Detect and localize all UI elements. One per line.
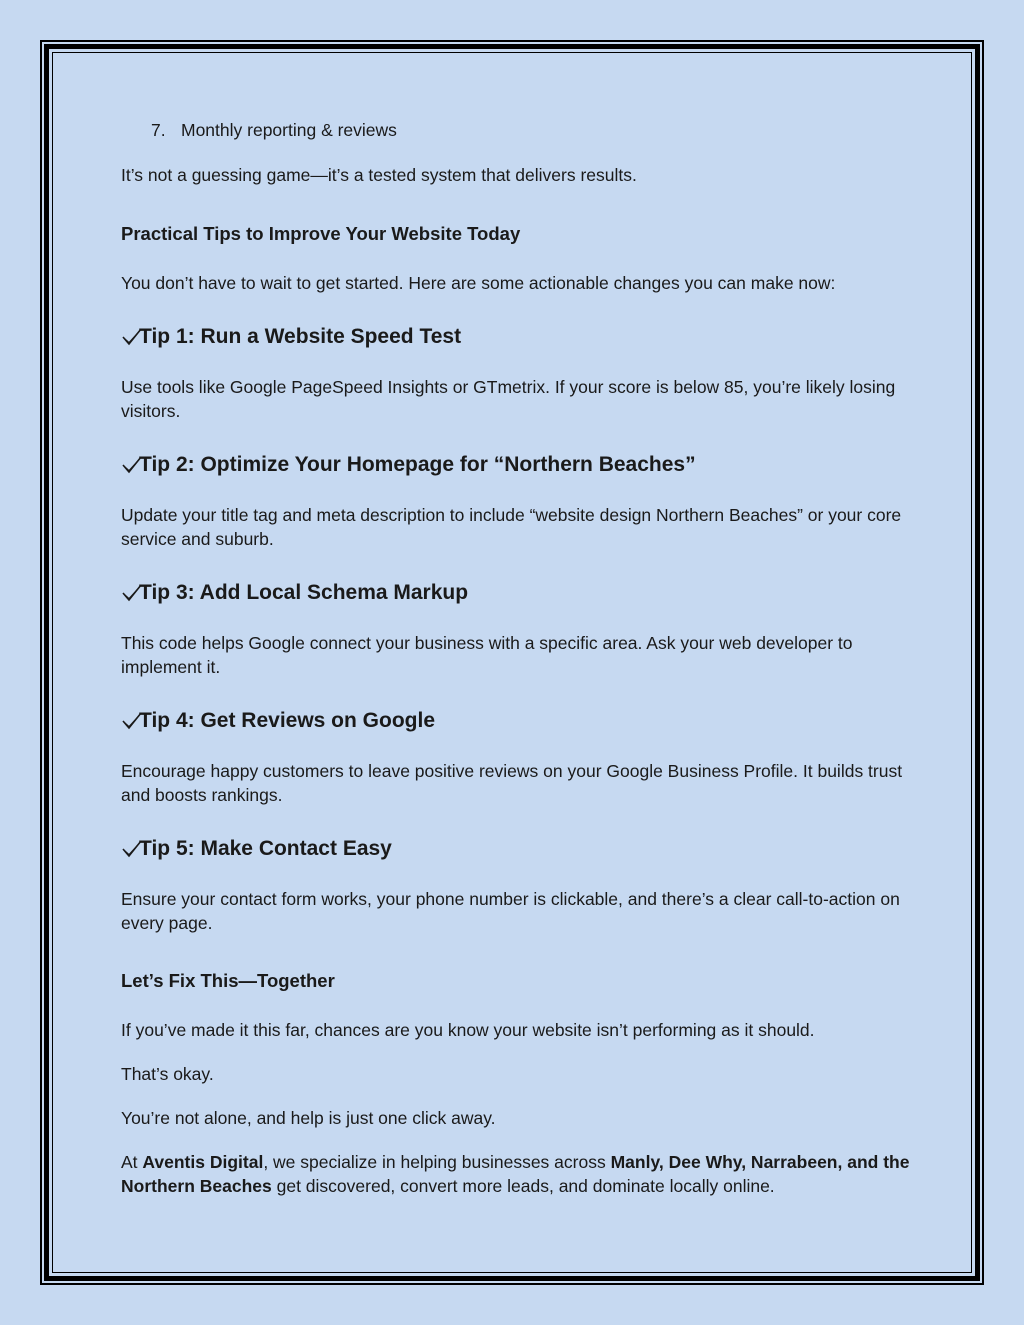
tip-heading-3	[121, 579, 911, 607]
tip-title: Tip 5: Make Contact Easy	[139, 837, 392, 860]
list-item	[151, 118, 911, 142]
tip-body: Update your title tag and meta description to include “website design Northern Beaches” or your core service and suburb.	[121, 505, 902, 549]
tip-body: This code helps Google connect your business with a specific area. Ask your web developer to implement it.	[121, 633, 853, 677]
tip-body: Encourage happy customers to leave positive reviews on your Google Business Profile. It builds trust and boosts rankings.	[121, 761, 903, 805]
service-areas: Manly, Dee Why, Narrabeen, and the Northern Beaches	[121, 1152, 910, 1196]
closing-post: get discovered, convert more leads, and dominate locally online.	[271, 1176, 775, 1196]
closing-pre: At	[121, 1152, 143, 1172]
tip-heading-1	[121, 323, 911, 351]
list-number: 7.	[151, 120, 166, 140]
tip-heading-4	[121, 707, 911, 735]
tip-body: Ensure your contact form works, your phone number is clickable, and there’s a clear call-to-action on every page.	[121, 889, 900, 933]
tip-title: Tip 1: Run a Website Speed Test	[139, 325, 462, 348]
paragraph: If you’ve made it this far, chances are you know your website isn’t performing as it should.	[121, 1020, 815, 1040]
tip-title: Tip 2: Optimize Your Homepage for “Northern Beaches”	[139, 453, 696, 476]
tip-heading-2	[121, 451, 911, 479]
tip-body: Use tools like Google PageSpeed Insights or GTmetrix. If your score is below 85, you’re likely losing visitors.	[121, 377, 896, 421]
list-text: Monthly reporting & reviews	[181, 120, 397, 140]
company-name: Aventis Digital	[142, 1152, 264, 1172]
intro-paragraph: It’s not a guessing game—it’s a tested system that delivers results.	[121, 165, 637, 185]
paragraph: That’s okay.	[121, 1064, 214, 1084]
tip-title: Tip 4: Get Reviews on Google	[139, 709, 435, 732]
section-heading-fix: Let’s Fix This—Together	[121, 970, 335, 991]
tip-heading-5	[121, 835, 911, 863]
section-heading-tips: Practical Tips to Improve Your Website Today	[121, 223, 521, 244]
document-content	[121, 118, 911, 1218]
closing-paragraph	[121, 1150, 911, 1198]
closing-mid: , we specialize in helping businesses across	[263, 1152, 611, 1172]
section-lead: You don’t have to wait to get started. Here are some actionable changes you can make now:	[121, 273, 836, 293]
paragraph: You’re not alone, and help is just one click away.	[121, 1108, 496, 1128]
tip-title: Tip 3: Add Local Schema Markup	[139, 581, 469, 604]
